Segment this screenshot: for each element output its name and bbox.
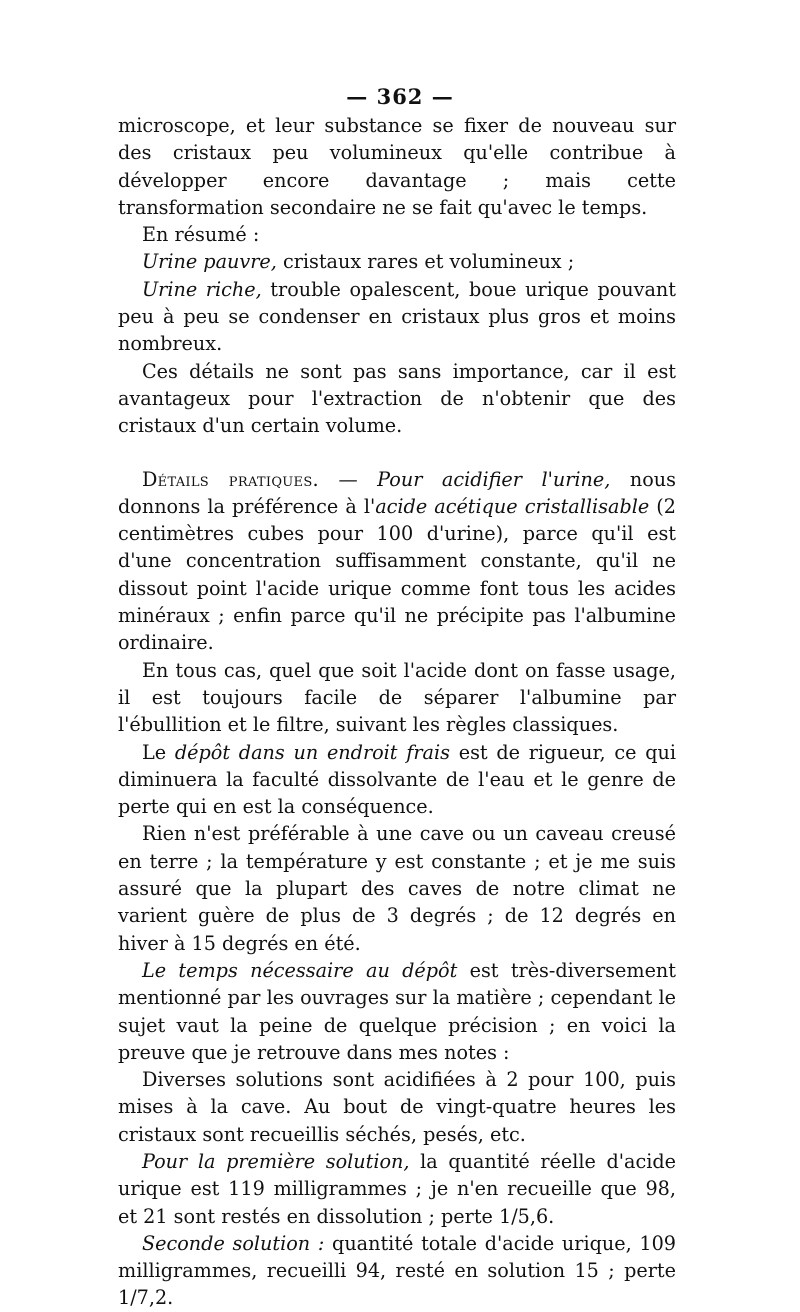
paragraph-11: Diverses solutions sont acidifiées à 2 pour 100, puis mises à la cave. Au bout de vingt-quatre heures les cristaux sont recueillis séchés, pesés, etc.	[118, 1068, 676, 1146]
paragraph-1: microscope, et leur substance se fixer de nouveau sur des cristaux peu volumineux qu'elle contribue à développer encore davantage ; mais cette transformation secondaire ne se fait qu'avec le temps.	[118, 114, 676, 219]
paragraph-details-pratiques: Détails pratiques. — Pour acidifier l'urine, nous donnons la préférence à l'acide acétique cristallisable (2 centimètres cubes pour 100 d'urine), parce qu'il est d'une concentration suffisamment constante, qu'il ne dissout point l'acide urique comme font tous les acides minéraux ; enfin parce qu'il ne précipite pas l'albumine ordinaire.	[118, 467, 676, 655]
paragraph-7: En tous cas, quel que soit l'acide dont on fasse usage, il est toujours facile de séparer l'albumine par l'ébullition et le filtre, suivant les règles classiques.	[118, 658, 676, 737]
paragraph-2: En résumé :	[142, 223, 260, 247]
paragraph-10: Le temps nécessaire au dépôt est très-diversement mentionné par les ouvrages sur la matière ; cependant le sujet vaut la peine de quelque précision ; en voici la preuve que je retrouve dans mes notes :	[118, 958, 676, 1064]
paragraph-8: Le dépôt dans un endroit frais est de rigueur, ce qui diminuera la faculté dissolvante de l'eau et le genre de perte qui en est la conséquence.	[118, 740, 676, 819]
body-text	[118, 112, 676, 1312]
section-gap	[118, 440, 676, 466]
term-urine-pauvre: Urine pauvre,	[142, 250, 277, 274]
paragraph-3: Urine pauvre, cristaux rares et volumineux ;	[142, 250, 575, 274]
page-number: — 362 —	[346, 84, 454, 109]
term-urine-riche: Urine riche,	[142, 277, 262, 301]
paragraph-9: Rien n'est préférable à une cave ou un caveau creusé en terre ; la température y est constante ; et je me suis assuré que la plupart des caves de notre climat ne varient guère de plus de 3 degrés ; de 12 degrés en hiver à 15 degrés en été.	[118, 822, 676, 955]
paragraph-12: Pour la première solution, la quantité réelle d'acide urique est 119 milligrammes ; je n'en recueille que 98, et 21 sont restés en dissolution ; perte 1/5,6.	[118, 1149, 676, 1228]
paragraph-5: Ces détails ne sont pas sans importance, car il est avantageux pour l'extraction de n'obtenir que des cristaux d'un certain volume.	[118, 359, 676, 438]
section-heading: Détails pratiques.	[142, 467, 319, 491]
paragraph-4: Urine riche, trouble opalescent, boue urique pouvant peu à peu se condenser en cristaux plus gros et moins nombreux.	[118, 277, 676, 356]
paragraph-13: Seconde solution : quantité totale d'acide urique, 109 milligrammes, recueilli 94, resté en solution 15 ; perte 1/7,2.	[118, 1231, 677, 1310]
